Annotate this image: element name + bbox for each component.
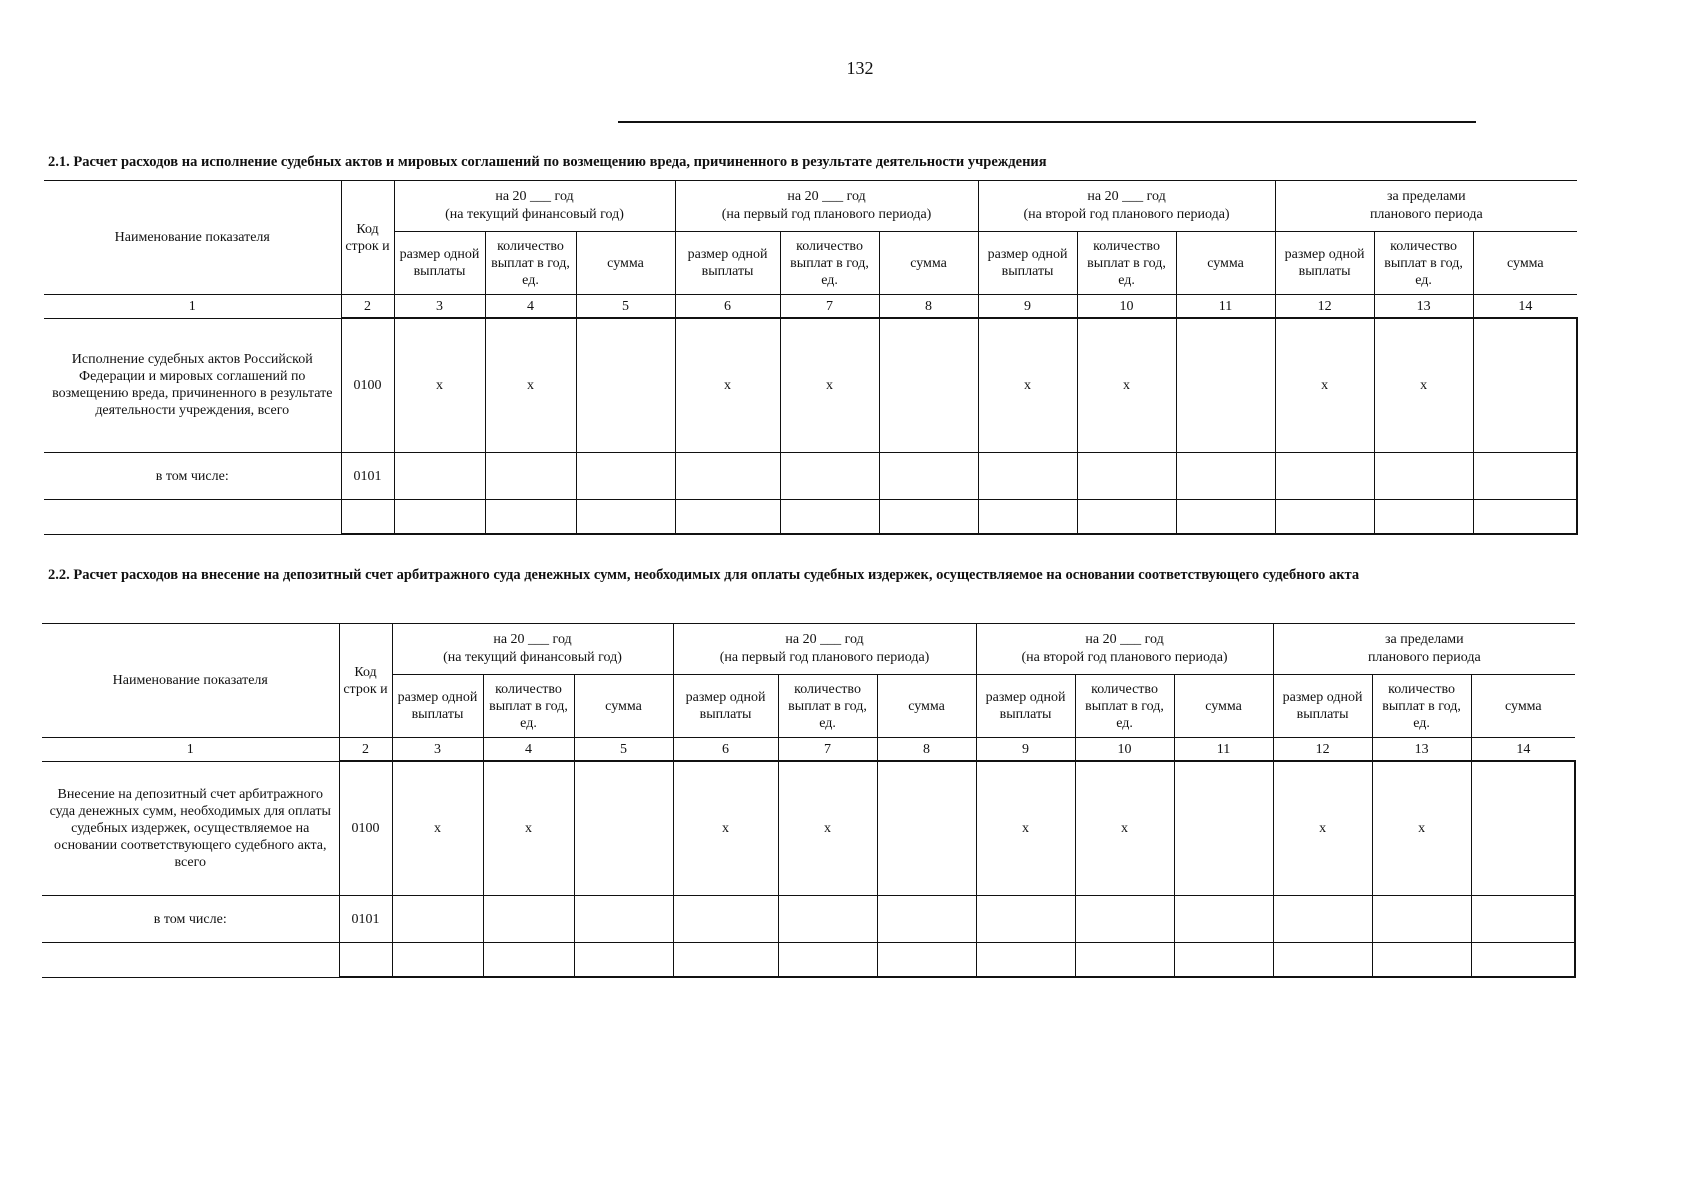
column-number: 2 [339, 738, 392, 762]
x-mark: x [392, 761, 483, 896]
column-number: 2 [341, 295, 394, 319]
x-mark: x [485, 318, 576, 453]
row-name: Внесение на депозитный счет арбитражного суда денежных сумм, необходимых для оплаты судебных издержек, осуществляемое на основании соответствующего судебного акта, всего [42, 761, 339, 896]
column-number: 3 [394, 295, 485, 319]
header-period-beyond [1275, 181, 1577, 232]
data-cell[interactable] [1077, 453, 1176, 500]
subheader-cell: сумма [574, 675, 673, 738]
column-number: 11 [1176, 295, 1275, 319]
subheader-cell: количество выплат в год, ед. [485, 232, 576, 295]
data-cell[interactable] [1372, 896, 1471, 943]
subheader-cell: сумма [1176, 232, 1275, 295]
column-number: 5 [576, 295, 675, 319]
column-number: 14 [1473, 295, 1577, 319]
data-cell[interactable] [1473, 500, 1577, 535]
data-cell[interactable] [485, 500, 576, 535]
x-mark: x [1075, 761, 1174, 896]
subheader-cell: сумма [576, 232, 675, 295]
period-year: на 20 ___ год [785, 632, 864, 647]
period-year: на 20 ___ год [495, 189, 574, 204]
x-mark: x [1077, 318, 1176, 453]
data-cell[interactable] [341, 500, 394, 535]
header-code: Код строк и [341, 181, 394, 295]
x-mark: x [978, 318, 1077, 453]
column-number: 1 [44, 295, 341, 319]
column-number: 10 [1077, 295, 1176, 319]
x-mark: x [1374, 318, 1473, 453]
data-cell[interactable] [675, 500, 780, 535]
subheader-cell: количество выплат в год, ед. [778, 675, 877, 738]
subheader-cell: размер одной выплаты [976, 675, 1075, 738]
x-mark: x [394, 318, 485, 453]
data-cell[interactable] [877, 943, 976, 978]
column-number: 13 [1372, 738, 1471, 762]
subheader-cell: количество выплат в год, ед. [1372, 675, 1471, 738]
header-period-second [976, 624, 1273, 675]
column-number: 6 [673, 738, 778, 762]
data-cell[interactable] [1471, 896, 1575, 943]
including-label: в том числе: [42, 896, 339, 943]
section-2-title: 2.2. Расчет расходов на внесение на депозитный счет арбитражного суда денежных сумм, необходимых для оплаты судебных издержек, осуществляемое на основании соответствующего судебного акта [48, 567, 1360, 583]
period-caption: (на второй год планового периода) [1021, 650, 1228, 665]
header-period-second [978, 181, 1275, 232]
including-label: в том числе: [44, 453, 341, 500]
x-mark: x [1275, 318, 1374, 453]
data-cell[interactable] [1275, 500, 1374, 535]
data-cell[interactable] [978, 500, 1077, 535]
data-cell[interactable] [483, 943, 574, 978]
data-cell[interactable] [976, 943, 1075, 978]
data-cell[interactable] [780, 500, 879, 535]
data-cell[interactable] [673, 943, 778, 978]
x-mark: x [1372, 761, 1471, 896]
data-cell[interactable] [1473, 318, 1577, 453]
subheader-cell: количество выплат в год, ед. [780, 232, 879, 295]
data-cell[interactable] [485, 453, 576, 500]
x-mark: x [780, 318, 879, 453]
data-cell[interactable] [879, 318, 978, 453]
header-period-first [673, 624, 976, 675]
row-code: 0101 [339, 896, 392, 943]
data-cell[interactable] [1174, 896, 1273, 943]
header-period-beyond [1273, 624, 1575, 675]
period-year: за пределами [1384, 632, 1464, 647]
row-code: 0101 [341, 453, 394, 500]
header-code: Код строк и [339, 624, 392, 738]
data-cell[interactable] [1374, 453, 1473, 500]
data-cell[interactable] [877, 761, 976, 896]
data-cell[interactable] [1372, 943, 1471, 978]
period-caption: (на текущий финансовый год) [445, 207, 624, 222]
data-cell[interactable] [1077, 500, 1176, 535]
data-cell[interactable] [1075, 896, 1174, 943]
row-code: 0100 [341, 318, 394, 453]
data-cell[interactable] [778, 896, 877, 943]
subheader-cell: количество выплат в год, ед. [1075, 675, 1174, 738]
column-number: 14 [1471, 738, 1575, 762]
data-cell[interactable] [780, 453, 879, 500]
subheader-cell: сумма [1174, 675, 1273, 738]
header-period-current [394, 181, 675, 232]
data-cell[interactable] [392, 896, 483, 943]
data-cell[interactable] [1275, 453, 1374, 500]
x-mark: x [1273, 761, 1372, 896]
column-number: 6 [675, 295, 780, 319]
column-number: 9 [978, 295, 1077, 319]
data-cell[interactable] [394, 453, 485, 500]
data-cell[interactable] [1176, 318, 1275, 453]
subheader-cell: размер одной выплаты [392, 675, 483, 738]
period-year: на 20 ___ год [1085, 632, 1164, 647]
subheader-cell: размер одной выплаты [673, 675, 778, 738]
header-period-current [392, 624, 673, 675]
x-mark: x [673, 761, 778, 896]
header-name: Наименование показателя [44, 181, 341, 295]
section-1-table [44, 180, 1578, 535]
period-year: за пределами [1386, 189, 1466, 204]
subheader-cell: сумма [1473, 232, 1577, 295]
subheader-cell: размер одной выплаты [394, 232, 485, 295]
data-cell[interactable] [1473, 453, 1577, 500]
subheader-cell: количество выплат в год, ед. [1374, 232, 1473, 295]
column-number: 4 [485, 295, 576, 319]
period-year: на 20 ___ год [787, 189, 866, 204]
period-caption: планового периода [1367, 650, 1481, 665]
section-2-table [42, 623, 1576, 978]
column-number: 7 [780, 295, 879, 319]
header-name: Наименование показателя [42, 624, 339, 738]
data-cell[interactable] [574, 761, 673, 896]
data-cell[interactable] [574, 943, 673, 978]
column-number: 4 [483, 738, 574, 762]
subheader-cell: размер одной выплаты [1273, 675, 1372, 738]
subheader-cell: размер одной выплаты [1275, 232, 1374, 295]
column-number: 11 [1174, 738, 1273, 762]
column-number: 5 [574, 738, 673, 762]
data-cell[interactable] [576, 500, 675, 535]
period-year: на 20 ___ год [493, 632, 572, 647]
data-cell[interactable] [877, 896, 976, 943]
data-cell[interactable] [392, 943, 483, 978]
column-number: 8 [877, 738, 976, 762]
header-period-first [675, 181, 978, 232]
column-number: 3 [392, 738, 483, 762]
column-number: 9 [976, 738, 1075, 762]
column-number: 12 [1273, 738, 1372, 762]
data-cell[interactable] [976, 896, 1075, 943]
data-cell[interactable] [675, 453, 780, 500]
data-cell[interactable] [394, 500, 485, 535]
data-cell[interactable] [574, 896, 673, 943]
data-cell[interactable] [576, 318, 675, 453]
column-number: 7 [778, 738, 877, 762]
data-cell[interactable] [778, 943, 877, 978]
period-caption: планового периода [1369, 207, 1483, 222]
blank-name-cell[interactable] [44, 500, 341, 535]
top-rule [618, 121, 1476, 123]
x-mark: x [675, 318, 780, 453]
data-cell[interactable] [1176, 500, 1275, 535]
data-cell[interactable] [1176, 453, 1275, 500]
column-number: 12 [1275, 295, 1374, 319]
data-cell[interactable] [576, 453, 675, 500]
data-cell[interactable] [1174, 943, 1273, 978]
data-cell[interactable] [1374, 500, 1473, 535]
data-cell[interactable] [1174, 761, 1273, 896]
data-cell[interactable] [879, 500, 978, 535]
blank-name-cell[interactable] [42, 943, 339, 978]
subheader-cell: сумма [877, 675, 976, 738]
row-name: Исполнение судебных актов Российской Федерации и мировых соглашений по возмещению вреда, причиненного в результате деятельности учреждения, всего [44, 318, 341, 453]
subheader-cell: размер одной выплаты [675, 232, 780, 295]
subheader-cell: сумма [879, 232, 978, 295]
data-cell[interactable] [339, 943, 392, 978]
x-mark: x [976, 761, 1075, 896]
period-caption: (на первый год планового периода) [721, 207, 932, 222]
page-number: 132 [846, 58, 874, 78]
subheader-cell: сумма [1471, 675, 1575, 738]
data-cell[interactable] [1273, 896, 1372, 943]
data-cell[interactable] [1471, 761, 1575, 896]
period-caption: (на текущий финансовый год) [443, 650, 622, 665]
data-cell[interactable] [879, 453, 978, 500]
x-mark: x [778, 761, 877, 896]
data-cell[interactable] [1471, 943, 1575, 978]
row-code: 0100 [339, 761, 392, 896]
column-number: 13 [1374, 295, 1473, 319]
column-number: 1 [42, 738, 339, 762]
data-cell[interactable] [1273, 943, 1372, 978]
column-number: 10 [1075, 738, 1174, 762]
section-1-title: 2.1. Расчет расходов на исполнение судебных актов и мировых соглашений по возмещению вреда, причиненного в результате деятельности учреждения [48, 154, 1047, 170]
data-cell[interactable] [673, 896, 778, 943]
x-mark: x [483, 761, 574, 896]
subheader-cell: размер одной выплаты [978, 232, 1077, 295]
column-number: 8 [879, 295, 978, 319]
data-cell[interactable] [978, 453, 1077, 500]
period-caption: (на второй год планового периода) [1023, 207, 1230, 222]
subheader-cell: количество выплат в год, ед. [1077, 232, 1176, 295]
subheader-cell: количество выплат в год, ед. [483, 675, 574, 738]
period-year: на 20 ___ год [1087, 189, 1166, 204]
data-cell[interactable] [483, 896, 574, 943]
data-cell[interactable] [1075, 943, 1174, 978]
period-caption: (на первый год планового периода) [719, 650, 930, 665]
